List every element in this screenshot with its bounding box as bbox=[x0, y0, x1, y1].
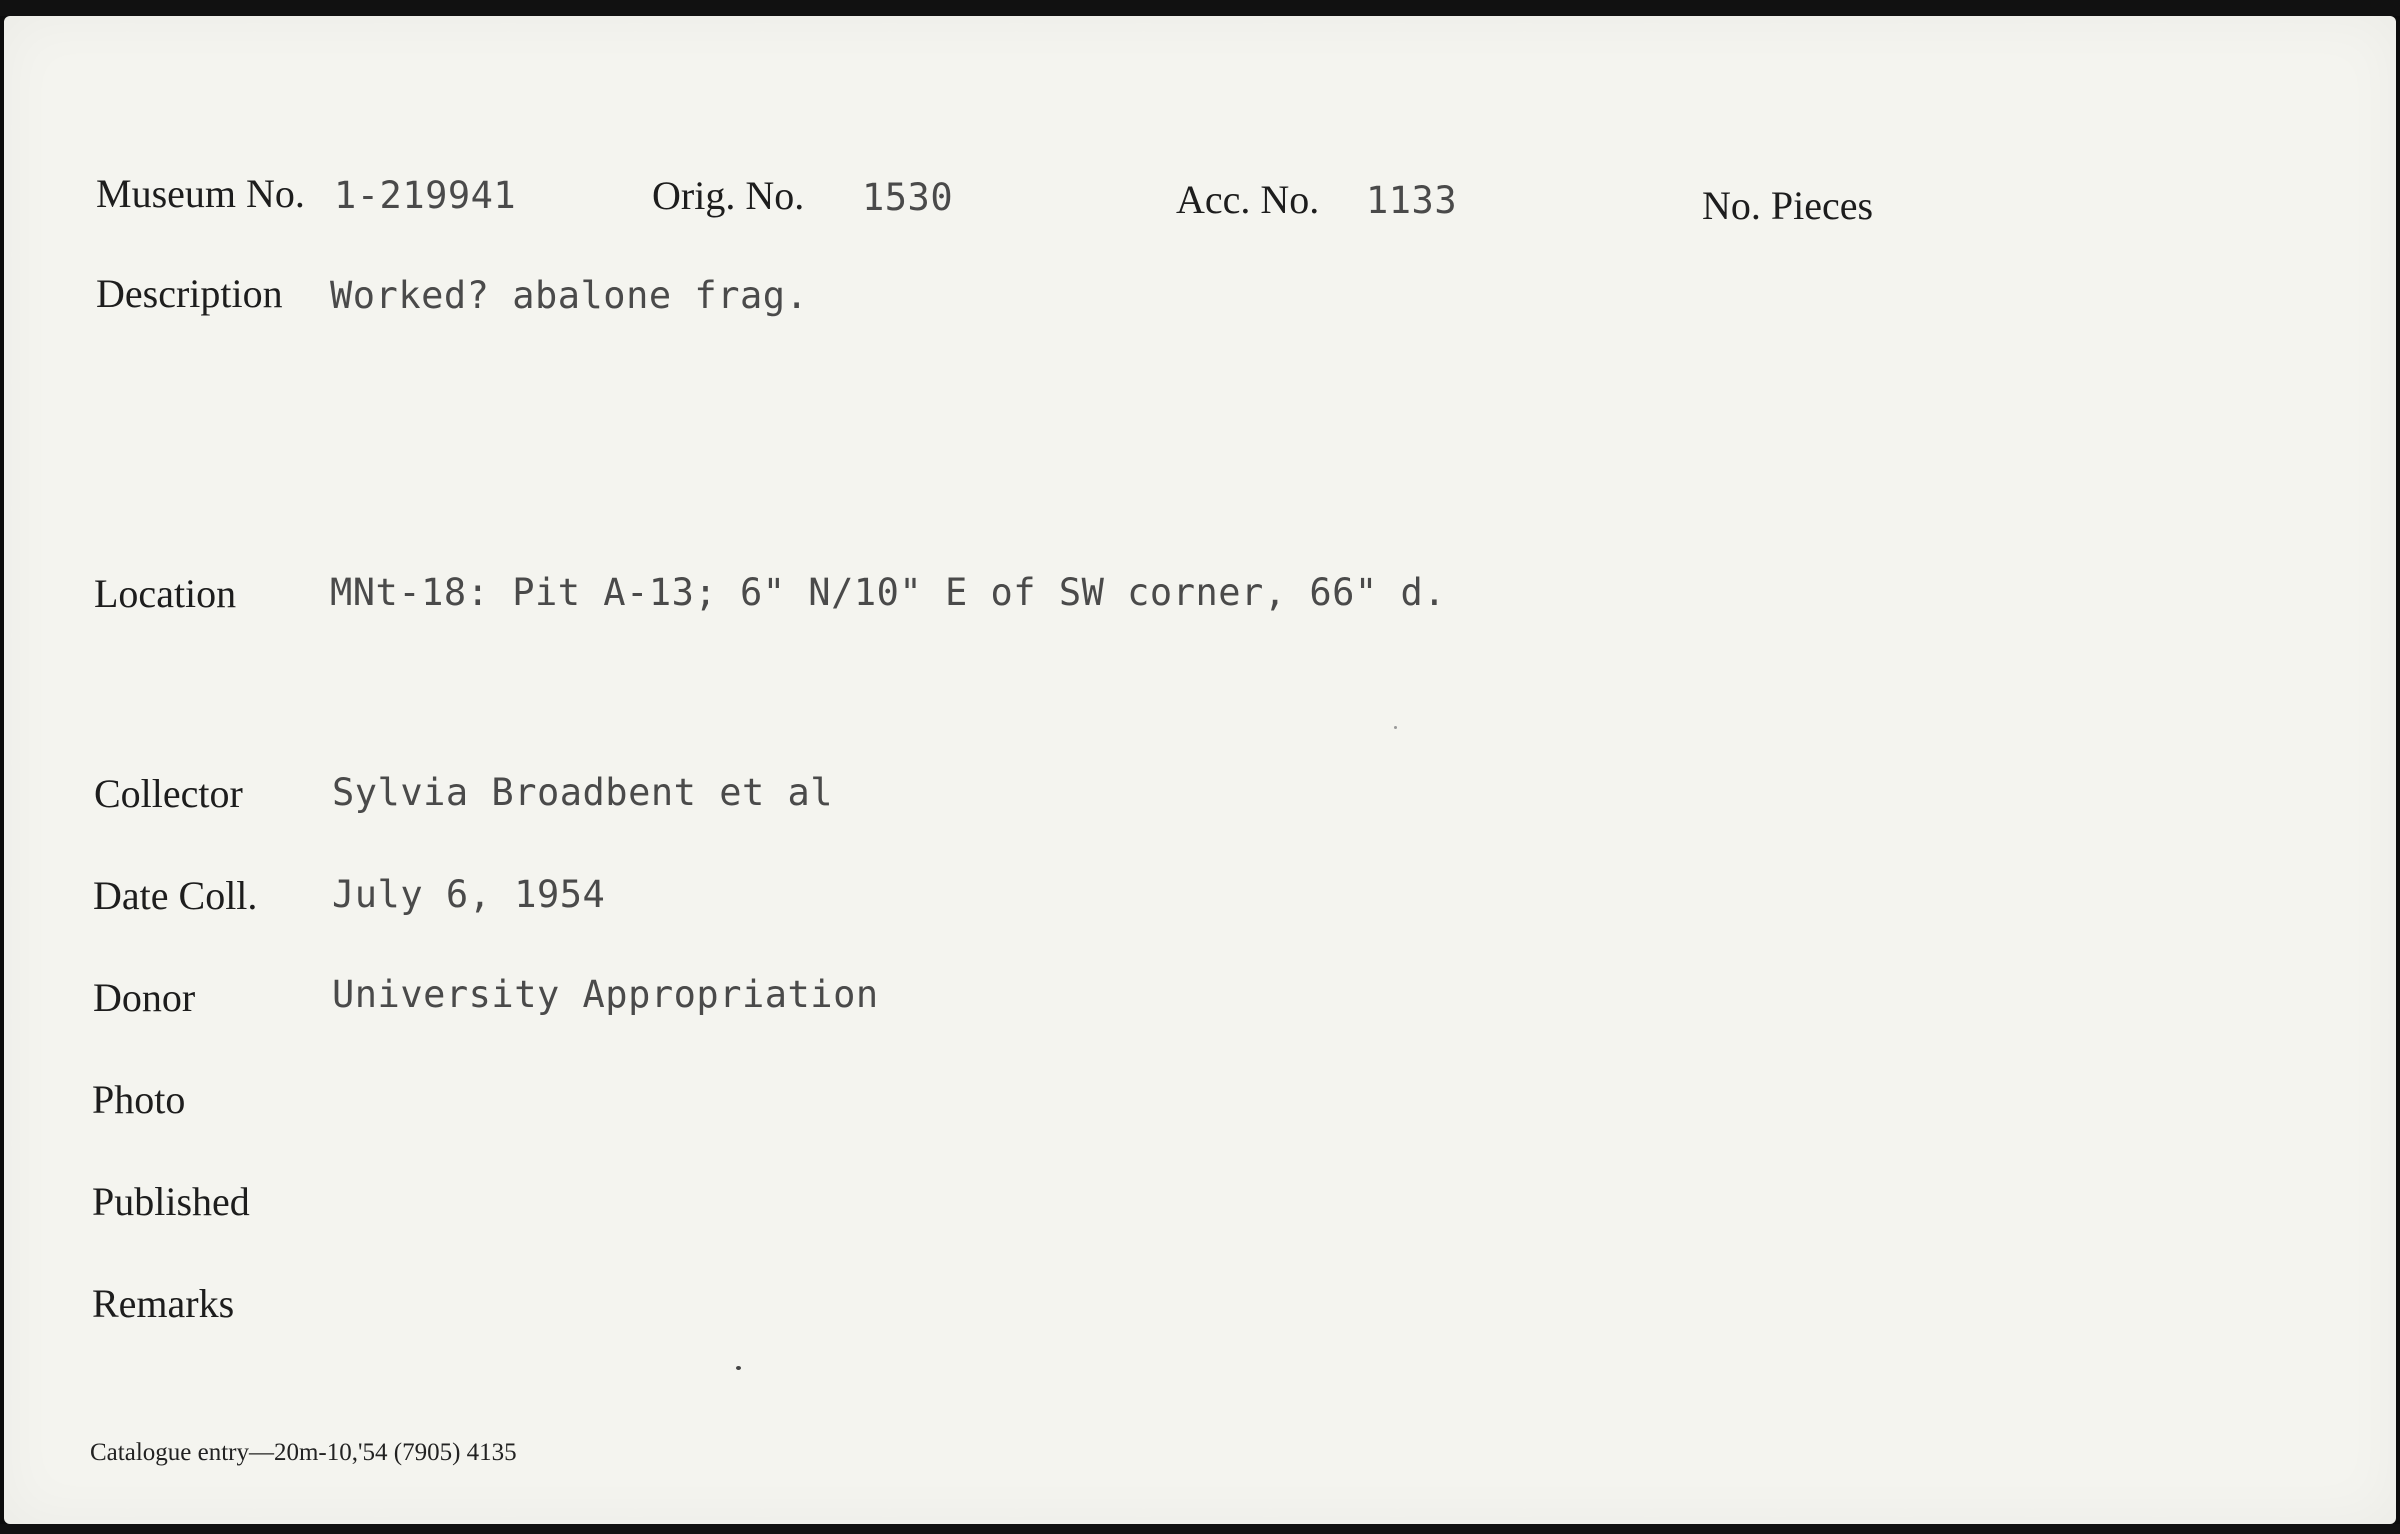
no-pieces-label: No. Pieces bbox=[1702, 183, 1874, 228]
photo-label: Photo bbox=[92, 1077, 186, 1122]
catalogue-card bbox=[4, 16, 2396, 1524]
orig-no-label: Orig. No. bbox=[652, 173, 805, 218]
published-label: Published bbox=[92, 1179, 250, 1224]
paper-speck bbox=[1394, 726, 1397, 729]
donor-value: University Appropriation bbox=[332, 973, 879, 1016]
location-label: Location bbox=[94, 571, 237, 616]
scan-border-bottom bbox=[0, 1524, 2400, 1534]
date-coll-value: July 6, 1954 bbox=[332, 873, 606, 916]
acc-no-value: 1133 bbox=[1366, 179, 1458, 222]
location-value: MNt-18: Pit A-13; 6" N/10" E of SW corner, 66" d. bbox=[330, 571, 1447, 614]
description-label: Description bbox=[96, 271, 283, 316]
scan-border-top bbox=[0, 0, 2400, 16]
acc-no-label: Acc. No. bbox=[1176, 177, 1320, 222]
donor-label: Donor bbox=[93, 975, 196, 1020]
museum-no-value: 1-219941 bbox=[334, 174, 517, 217]
remarks-label: Remarks bbox=[92, 1281, 235, 1326]
orig-no-value: 1530 bbox=[862, 176, 954, 219]
paper-speck bbox=[736, 1366, 741, 1370]
catalogue-footer: Catalogue entry—20m-10,'54 (7905) 4135 bbox=[90, 1439, 517, 1466]
collector-value: Sylvia Broadbent et al bbox=[332, 771, 834, 814]
description-value: Worked? abalone frag. bbox=[330, 274, 809, 317]
museum-no-label: Museum No. bbox=[96, 171, 305, 216]
date-coll-label: Date Coll. bbox=[93, 873, 258, 918]
collector-label: Collector bbox=[94, 771, 243, 816]
